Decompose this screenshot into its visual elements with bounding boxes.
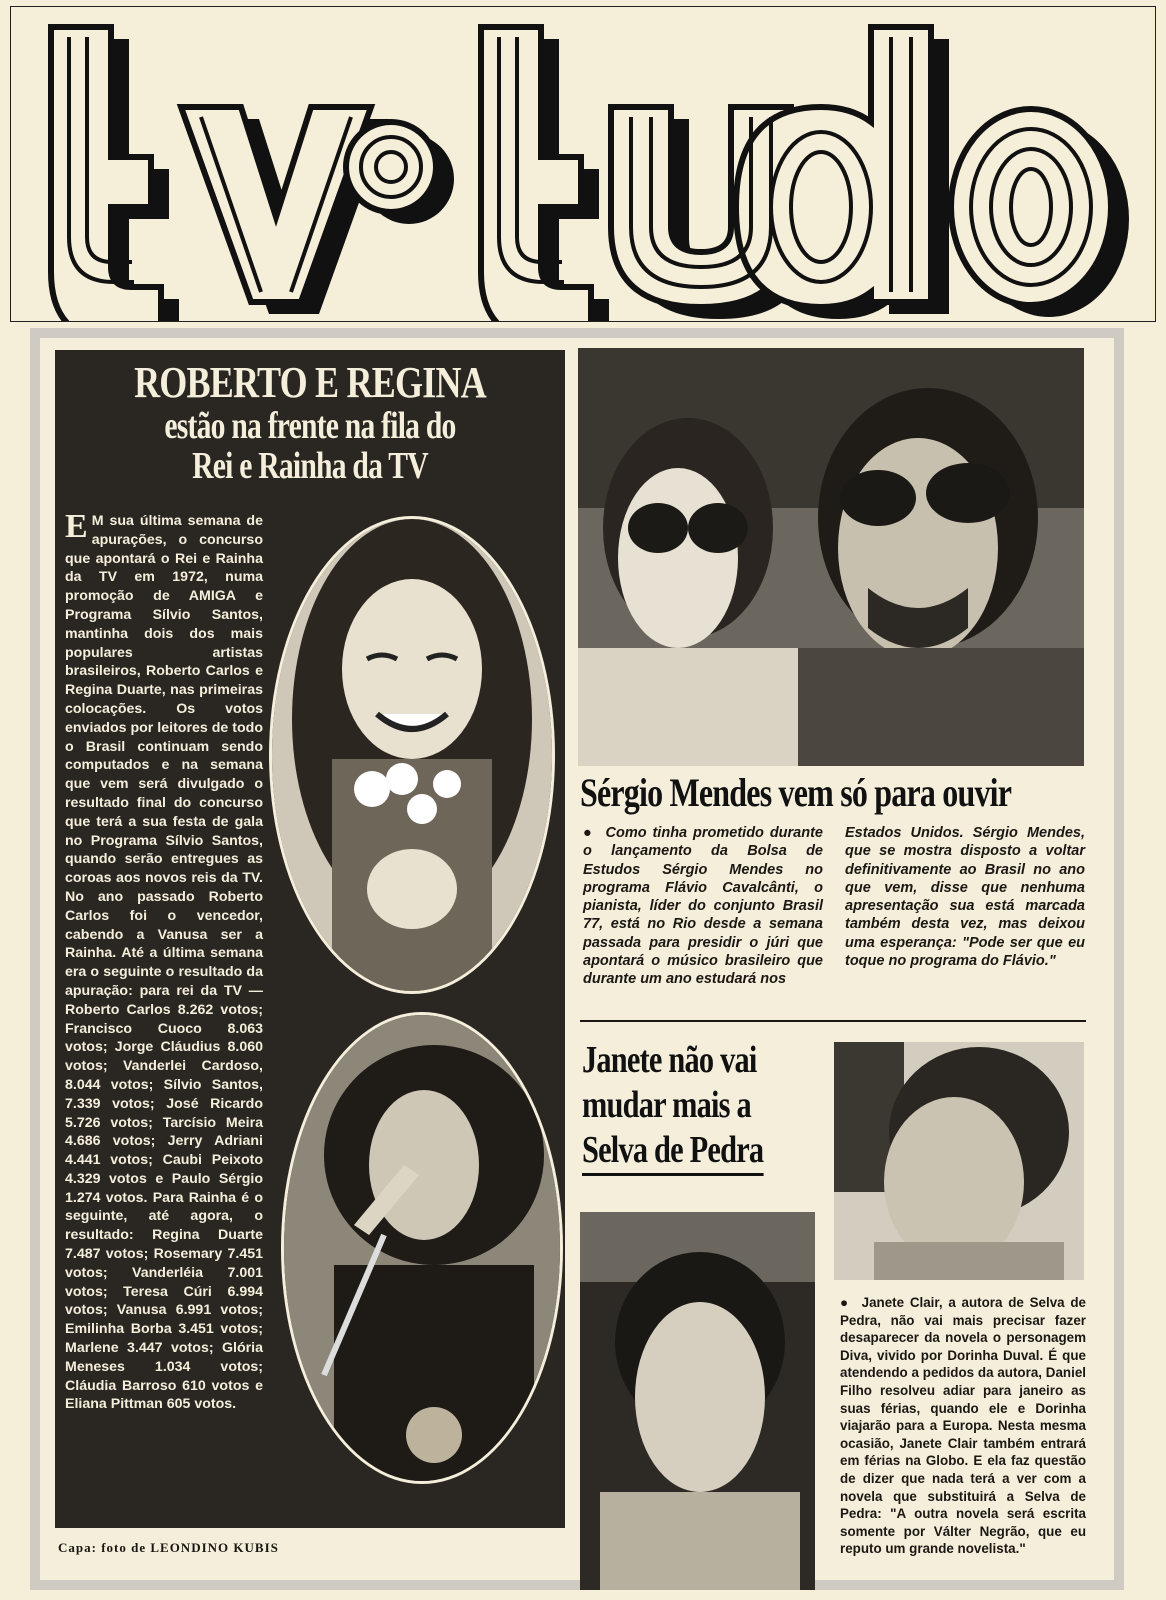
bullet: ●	[840, 1295, 851, 1310]
story-body-text: M sua última semana de apurações, o concurso que apontará o Rei e Rainha da TV em 1972, numa promoção de AMIGA e Programa Sílvio Santos, mantinha dois dos mais populares artistas brasileiros, Roberto Carlos e Regina Duarte, nas primeiras colocações. Os votos enviados por leitores de todo o Brasil continuam sendo computados e na semana que vem será divulgado o resultado final do concurso que terá a sua festa de gala no Programa Sílvio Santos, quando serão entregues as coroas aos novos reis da TV. No ano passado Roberto Carlos foi o vencedor, cabendo a Vanusa ser a Rainha. Até a última semana era o seguinte o resultado da apuração: para rei da TV — Roberto Carlos 8.262 votos; Francisco Cuoco 8.063 votos; Jorge Cláudius 8.060 votos; Vanderlei Cardoso, 8.044 votos; Sílvio Santos, 7.339 votos; José Ricardo 5.726 votos; Tarcísio Meira 4.686 votos; Jerry Adriani 4.441 votos; Caubi Peixoto 4.329 votos e Paulo Sérgio 1.274 votos. Para Rainha é o seguinte, até agora, o resultado: Regina Duarte 7.487 votos; Rosemary 7.451 votos; Vanderléia 7.001 votos; Teresa Cúri 6.994 votos; Vanusa 6.991 votos; Emilinha Borba 3.451 votos; Marlene 3.447 votos; Glória Meneses 1.034 votos; Cláudia Barroso 610 votos e Eliana Pittman 605 votos.	[65, 513, 263, 1413]
bullet: ●	[583, 825, 594, 841]
janete-headline-line-3: Selva de Pedra	[582, 1128, 763, 1176]
sergio-body-col-2: Estados Unidos. Sérgio Mendes, que se mostra disposto a voltar definitivamente ao Brasil no ano que vem, disse que nenhuma apresentação sua está marcada também desta vez, mas deixou uma esperança: "Pode ser que eu toque no programa do Flávio."	[845, 825, 1085, 970]
janete-body	[840, 1294, 1086, 1558]
sergio-text-1: Como tinha prometido durante o lançamento da Bolsa de Estudos Sérgio Mendes no programa Flávio Cavalcânti, o pianista, líder do conjunto Brasil 77, está no Rio desde a semana passada para presidir o júri que apontará o músico brasileiro que durante um ano estudará nos	[583, 825, 823, 988]
headline-line-1: ROBERTO E REGINA	[134, 358, 486, 407]
roberto-regina-story	[55, 350, 565, 1528]
headline-line-3: Rei e Rainha da TV	[192, 445, 428, 487]
roberto-carlos-photo	[281, 1012, 563, 1484]
janete-clair-photo-2	[580, 1212, 815, 1590]
janete-clair-photo-1	[834, 1042, 1084, 1280]
story-headline	[55, 360, 565, 486]
sergio-mendes-photo	[578, 348, 1084, 766]
sergio-headline: Sérgio Mendes vem só para ouvir	[580, 770, 1012, 815]
janete-headline	[582, 1038, 790, 1176]
regina-duarte-photo	[269, 516, 555, 994]
janete-text: Janete Clair, a autora de Selva de Pedra, não vai mais precisar fazer desaparecer da novela o personagem Diva, vivido por Dorinha Duval. É que atendendo a pedidos da autora, Daniel Filho resolveu adiar para janeiro as suas férias, quando ele e Dorinha viajarão para a Europa. Nesta mesma ocasião, Janete Clair também entrará em férias na Globo. E ela faz questão de dizer que nada terá a ver com a novela que substituirá a Selva de Pedra: "A outra novela será escrita somente por Válter Negrão, que eu reputo um grande novelista."	[840, 1295, 1086, 1557]
masthead-logo	[11, 7, 1156, 322]
divider	[580, 1020, 1086, 1022]
dropcap: E	[65, 508, 88, 545]
janete-headline-line-1: Janete não vai	[582, 1039, 757, 1081]
masthead	[10, 6, 1156, 322]
sergio-body-col-1	[583, 824, 823, 989]
headline-line-2: estão na frente na fila do	[164, 405, 456, 447]
story-body	[65, 508, 263, 1414]
cover-credit: Capa: foto de LEONDINO KUBIS	[58, 1540, 279, 1555]
janete-headline-line-2: mudar mais a	[582, 1084, 751, 1126]
